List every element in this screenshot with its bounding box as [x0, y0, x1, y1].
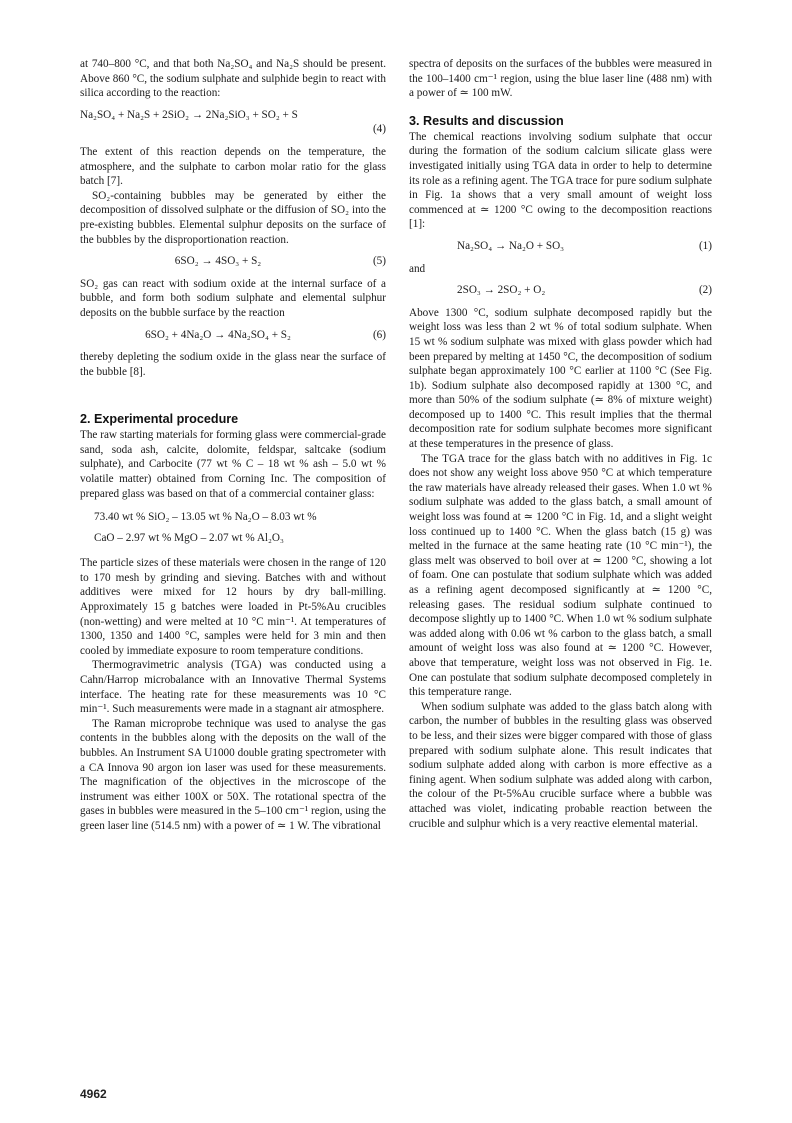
composition-line: 73.40 wt % SiO₂ – 13.05 wt % Na₂O – 8.03 wt %: [94, 511, 317, 524]
equation-6: [80, 328, 386, 343]
paragraph: The TGA trace for the glass batch with no additives in Fig. 1c does not show any weight loss above 950 °C at which temperature the raw materials have already released their gases. When 1.0 wt % sodium sulphate was added to the glass batch, a small amount of weight loss was found at ≃ 1200 °C in Fig. 1d, and a slight weight loss continued up to 1400 °C. When the glass batch (15 g) was melted in the furnace at the same heating rate (10 °C min⁻¹), the glass melt was observed to boil over at ≃ 1200 °C, showing a lot of foam. One can postulate that sodium sulphate which was added as a refining agent decomposed significantly at ≃ 1200 °C, releasing gases. The residual sodium sulphate continued to decompose slightly up to 1400 °C. When 1.0 wt % sodium sulphate was added along with 0.06 wt % carbon to the glass batch, a small amount of weight loss was also found at ≃ 1200 °C. However, above that temperature, weight loss was not observed in Fig. 1e. One can postulate that sodium sulphate decomposed completely in this temperature range.: [409, 452, 712, 699]
equation-expression: Na₂SO₄ → Na₂O + SO₃: [457, 239, 565, 252]
connector-text: and: [409, 262, 426, 275]
paragraph: SO₂ gas can react with sodium oxide at the internal surface of a bubble, and form both sodium sulphate and elemental sulphur deposits on the bubble surface by the reaction: [80, 277, 386, 319]
paragraph: at 740–800 °C, and that both Na₂SO₄ and Na₂S should be present. Above 860 °C, the sodium sulphate and sulphide begin to react with silica according to the reaction:: [80, 58, 386, 100]
paragraph: The particle sizes of these materials were chosen in the range of 120 to 170 mesh by grinding and sieving. Batches with and without additives were mixed for 12 hours by dry ball-milling. Approximately 15 g batches were loaded in Pt-5%Au crucibles (non-wetting) and were melted at 10 °C min⁻¹. At temperatures of 1300, 1350 and 1400 °C, samples were held for 3 min and then cooled by immediate exposure to room temperature conditions.: [80, 557, 386, 657]
paragraph: The Raman microprobe technique was used to analyse the gas contents in the bubbles along with the deposits on the wall of the bubbles. An Instrument SA U1000 double grating spectrometer with a CA Innova 90 argon ion laser was used for these measurements. The magnification of the objectives in the microscope of the instrument was either 100X or 50X. The rotational spectra of the gases in bubbles were measured in the 5–100 cm⁻¹ region, using the green laser line (514.5 nm) with a power of ≃ 1 W. The vibrational: [80, 717, 386, 832]
glass-composition: [80, 507, 386, 549]
paragraph: spectra of deposits on the surfaces of the bubbles were measured in the 100–1400 cm⁻¹ region, using the blue laser line (488 nm) with a power of ≃ 100 mW.: [409, 58, 712, 100]
equation-expression: 2SO₃ → 2SO₂ + O₂: [457, 284, 546, 297]
paragraph: The raw starting materials for forming glass were commercial-grade sand, soda ash, calcite, dolomite, feldspar, saltcake (sodium sulphate), and Carbocite (77 wt % C – 18 wt % ash – 5.0 wt % volatile matter) obtained from Corning Inc. The composition of prepared glass was based on that of a commercial container glass:: [80, 429, 386, 500]
equation-number: (6): [372, 328, 386, 341]
paragraph: Thermogravimetric analysis (TGA) was conducted using a Cahn/Harrop microbalance with an Innovative Thermal Systems interface. The heating rate for these measurements was 10 °C min⁻¹. Such measurements were made in a stagnant air atmosphere.: [80, 659, 386, 716]
equation-expression: 6SO₂ + 4Na₂O → 4Na₂SO₄ + S₂: [145, 328, 291, 341]
equation-2: [409, 283, 712, 298]
section-heading-experimental: 2. Experimental procedure: [80, 412, 239, 427]
paragraph: When sodium sulphate was added to the glass batch along with carbon, the number of bubbles in the resulting glass was observed to be less, and their sizes were bigger compared with those of glass prepared with sodium sulphate alone. This result indicates that sodium sulphate added along with carbon is more effective as a fining agent. When sodium sulphate was added along with carbon, the colour of the Pt-5%Au crucible surface where a bubble was attached was violet, indicating probable reaction between the crucible and sulphur which is a very reactive elemental material.: [409, 700, 712, 830]
equation-5: [80, 254, 386, 269]
right-column: [409, 57, 712, 831]
paragraph: The extent of this reaction depends on the temperature, the atmosphere, and the sulphate to carbon molar ratio for the glass batch [7].: [80, 145, 386, 188]
equation-number: (1): [698, 239, 712, 252]
equation-number: (5): [372, 255, 386, 268]
paragraph: thereby depleting the sodium oxide in the glass near the surface of the bubble [8].: [80, 351, 386, 378]
equation-expression: 6SO₂ → 4SO₃ + S₂: [174, 255, 262, 268]
equation-expression: Na₂SO₄ + Na₂S + 2SiO₂ → 2Na₂SiO₃ + SO₂ + S: [80, 108, 298, 121]
paragraph: The chemical reactions involving sodium sulphate that occur during the formation of the sodium calcium silicate glass were investigated initially using TGA data in order to help to determine its role as a refining agent. The TGA trace for pure sodium sulphate in Fig. 1a shows that a very small amount of weight loss commenced at ≃ 1200 °C owing to the decomposition reactions [1]:: [409, 130, 712, 231]
equation-1: [409, 239, 712, 254]
paragraph: SO₂-containing bubbles may be generated by either the decomposition of dissolved sulphate or the diffusion of SO₂ into the pre-existing bubbles. Elemental sulphur deposits on the surface of the bubbles by the disproportionation reaction.: [80, 189, 386, 246]
paragraph: Above 1300 °C, sodium sulphate decomposed rapidly but the weight loss was less than 2 wt % of total sodium sulphate. When 15 wt % sodium sulphate was mixed with glass powder which had been prepared by melting at 1450 °C, the decomposition of sodium sulphate began approximately 100 °C earlier at 1100 °C (See Fig. 1b). Sodium sulphate also decomposed rapidly at 1300 °C, and more than 50% of the sodium sulphate (≃ 8% of mixture weight) decomposed up to 1400 °C. This result implies that the thermal decomposition rate for sodium sulphate becomes more significant at these temperatures in the presence of glass.: [409, 306, 712, 451]
equation-number: (2): [698, 284, 712, 297]
equation-number: (4): [372, 123, 386, 136]
composition-line: CaO – 2.97 wt % MgO – 2.07 wt % Al₂O₃: [94, 532, 284, 545]
equation-4: [80, 108, 386, 137]
left-column: [80, 57, 386, 834]
page-number: 4962: [80, 1087, 107, 1101]
section-heading-results: 3. Results and discussion: [409, 113, 564, 128]
